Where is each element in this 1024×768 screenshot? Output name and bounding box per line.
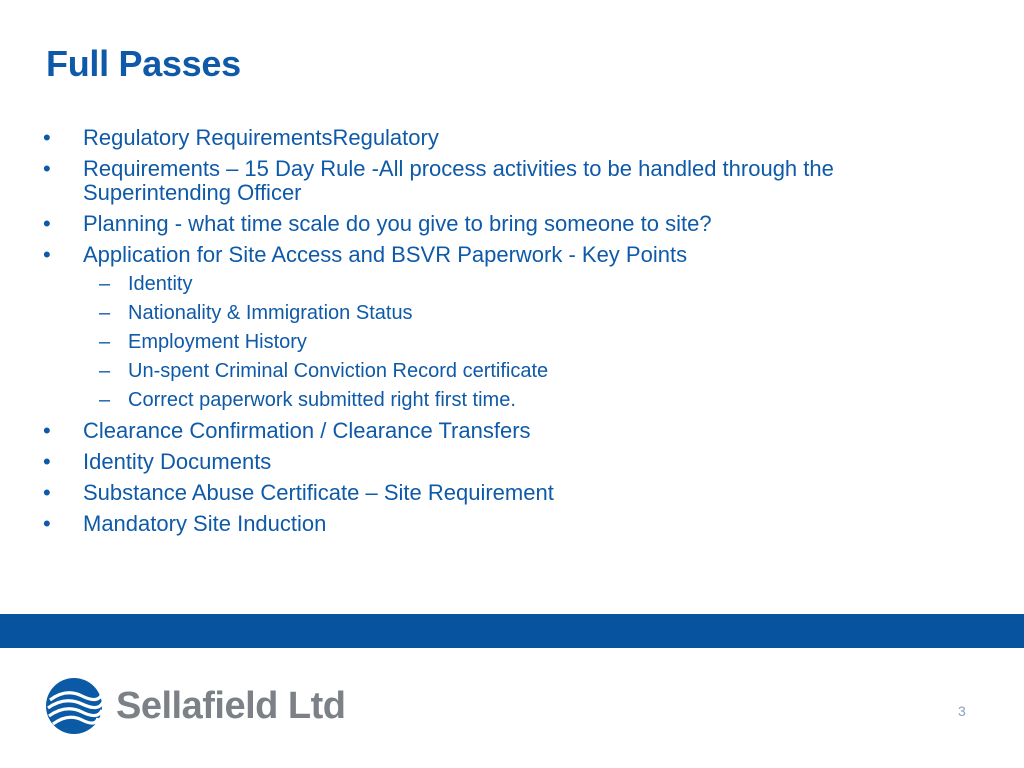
bullet-marker: • [43, 242, 51, 267]
bullet-item [42, 481, 977, 505]
dash-marker: – [99, 273, 111, 295]
dash-marker: – [99, 302, 111, 324]
page-number: 3 [958, 703, 966, 719]
sub-bullet-text: Un-spent Criminal Conviction Record certificate [128, 360, 549, 382]
sub-bullet-text: Nationality & Immigration Status [128, 302, 413, 324]
sub-bullet-item [83, 330, 977, 354]
bullet-text: Identity Documents [83, 449, 272, 474]
bullet-text: Planning - what time scale do you give to bring someone to site? [83, 211, 712, 236]
dash-marker: – [99, 389, 111, 411]
footer-band [0, 614, 1024, 648]
bullet-marker: • [43, 211, 51, 236]
bullet-text: Substance Abuse Certificate – Site Requirement [83, 480, 554, 505]
sellafield-wave-logo-icon [44, 676, 104, 736]
sub-bullet-item [83, 272, 977, 296]
sub-bullet-text: Employment History [128, 331, 307, 353]
slide-title: Full Passes [46, 43, 241, 84]
sub-bullet-item [83, 388, 977, 412]
bullet-item [42, 243, 977, 412]
bullet-marker: • [43, 480, 51, 505]
logo-text: Sellafield Ltd [116, 684, 346, 727]
bullet-item [42, 450, 977, 474]
bullet-item [42, 512, 977, 536]
bullet-marker: • [43, 418, 51, 443]
bullet-item [42, 419, 977, 443]
bullet-text: Clearance Confirmation / Clearance Transfers [83, 418, 531, 443]
bullet-list [42, 126, 977, 543]
bullet-text: Application for Site Access and BSVR Paperwork - Key Points [83, 242, 688, 267]
bullet-item [42, 157, 977, 205]
bullet-text: Requirements – 15 Day Rule -All process activities to be handled through the Superintending Officer [83, 156, 834, 205]
sub-bullet-text: Correct paperwork submitted right first time. [128, 389, 516, 411]
dash-marker: – [99, 360, 111, 382]
sub-bullet-item [83, 301, 977, 325]
sellafield-logo [44, 676, 345, 736]
bullet-marker: • [43, 156, 51, 181]
bullet-marker: • [43, 511, 51, 536]
sub-bullet-item [83, 359, 977, 383]
bullet-text: Mandatory Site Induction [83, 511, 327, 536]
bullet-item [42, 212, 977, 236]
bullet-marker: • [43, 449, 51, 474]
bullet-text: Regulatory RequirementsRegulatory [83, 125, 439, 150]
bullet-marker: • [43, 125, 51, 150]
sub-bullet-list [83, 272, 977, 412]
dash-marker: – [99, 331, 111, 353]
bullet-item [42, 126, 977, 150]
sub-bullet-text: Identity [128, 273, 193, 295]
